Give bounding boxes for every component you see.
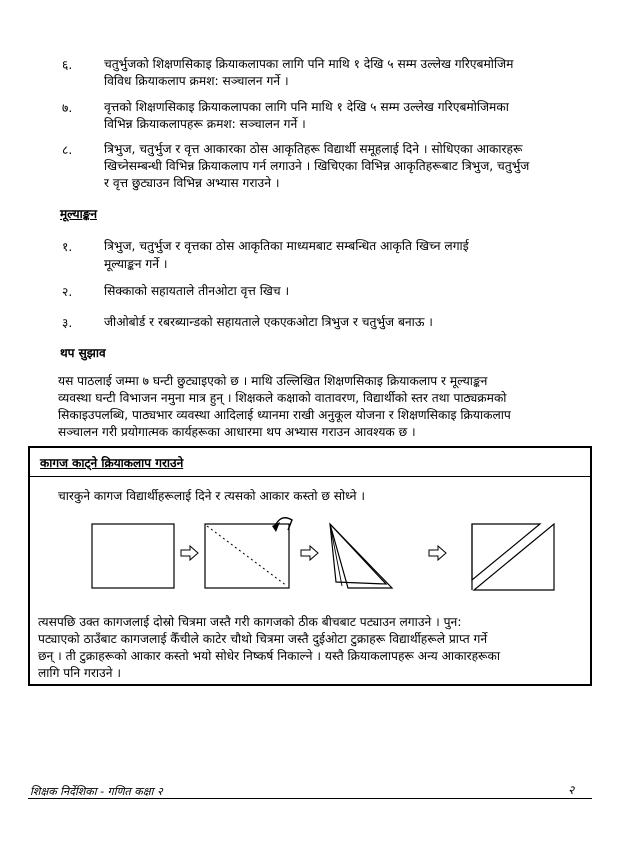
item-number: ८. (62, 143, 73, 157)
item-text-line: त्रिभुज, चतुर्भुज र वृत्त आकारका ठोस आकृतिहरू विद्यार्थी समूहलाई दिने । सोधिएका आकारहरू (104, 142, 523, 156)
activity-body-line: पट्याएको ठाउँबाट कागजलाई कैँचीले काटेर चौथो चित्रमा जस्तै दुईओटा टुक्राहरू विद्यार्थीहरूले प्राप्त गर्ने (38, 632, 488, 646)
outline-arrow-icon (429, 546, 446, 560)
item-text-line: वृत्तको शिक्षणसिकाइ क्रियाकलापका लागि पनि माथि १ देखि ५ सम्म उल्लेख गरिएबमोजिमका (104, 100, 509, 114)
suggestion-line: सञ्चालन गरी प्रयोगात्मक कार्यहरूका आधारमा थप अभ्यास गराउन आवश्यक छ । (58, 425, 416, 439)
page-number: २ (568, 783, 575, 797)
item-text-line: खिच्नेसम्बन्धी विभिन्न क्रियाकलाप गर्न लगाउने । खिचिएका विभिन्न आकृतिहरूबाट त्रिभुज, चतुर्भुज (104, 159, 530, 173)
item-number: २. (62, 285, 73, 299)
item-text-line: मूल्याङ्कन गर्ने । (104, 257, 168, 271)
square-paper-figure (92, 524, 174, 588)
item-number: ३. (62, 316, 73, 330)
suggestion-line: यस पाठलाई जम्मा ७ घन्टी छुट्याइएको छ । माथि उल्लिखित शिक्षणसिकाइ क्रियाकलाप र मूल्याङ्कन (58, 374, 488, 388)
evaluation-heading: मूल्याङ्कन (60, 207, 97, 221)
item-text-line: र वृत्त छुट्याउन विभिन्न अभ्यास गराउने । (104, 176, 280, 190)
suggestion-line: व्यवस्था घन्टी विभाजन नमुना मात्र हुन् । शिक्षकले कक्षाको वातावरण, विद्यार्थीको स्तर तथा पाठ्यक्रमको (58, 391, 507, 405)
item-number: १. (62, 240, 73, 254)
activity-intro: चारकुने कागज विद्यार्थीहरूलाई दिने र त्यसको आकार कस्तो छ सोध्ने । (58, 489, 366, 503)
footer-rule (28, 798, 592, 799)
suggestion-heading: थप सुझाव (60, 346, 106, 360)
folding-paper-figure (205, 518, 292, 588)
box-divider (30, 476, 590, 477)
folded-triangle-figure (330, 524, 392, 588)
item-text-line: सिक्काको सहायताले तीनओटा वृत्त खिच । (104, 284, 290, 298)
item-number: ६. (62, 58, 73, 72)
item-text-line: विभिन्न क्रियाकलापहरू क्रमश: सञ्चालन गर्ने । (104, 117, 306, 131)
activity-box (28, 446, 592, 686)
activity-body-line: लागि पनि गराउने । (38, 666, 121, 680)
outline-arrow-icon (181, 546, 198, 560)
item-text-line: त्रिभुज, चतुर्भुज र वृत्तका ठोस आकृतिका माध्यमबाट सम्बन्धित आकृति खिच्न लगाई (104, 239, 469, 253)
activity-body-line: छन् । ती टुक्राहरूको आकार कस्तो भयो सोधेर निष्कर्ष निकाल्ने । यस्तै क्रियाकलापहरू अन्य आकारहरूका (38, 649, 501, 663)
item-number: ७. (62, 101, 73, 115)
activity-box-title: कागज काट्ने क्रियाकलाप गराउने (40, 456, 184, 470)
suggestion-line: सिकाइउपलब्धि, पाठ्यभार व्यवस्था आदिलाई ध्यानमा राखी अनुकूल योजना र शिक्षणसिकाइ क्रियाकलाप (58, 408, 511, 422)
item-text-line: चतुर्भुजको शिक्षणसिकाइ क्रियाकलापका लागि पनि माथि १ देखि ५ सम्म उल्लेख गरिएबमोजिम (104, 57, 514, 71)
paper-folding-diagram (30, 510, 590, 610)
cut-pieces-figure (472, 524, 554, 590)
outline-arrow-icon (301, 546, 318, 560)
activity-body-line: त्यसपछि उक्त कागजलाई दोस्रो चित्रमा जस्तै गरी कागजको ठीक बीचबाट पट्याउन लगाउने । पुन: (38, 615, 462, 629)
item-text-line: जीओबोर्ड र रबरब्यान्डको सहायताले एकएकओटा त्रिभुज र चतुर्भुज बनाऊ । (104, 315, 433, 329)
footer-title: शिक्षक निर्देशिका - गणित कक्षा २ (30, 785, 163, 798)
item-text-line: विविध क्रियाकलाप क्रमश: सञ्चालन गर्ने । (104, 74, 289, 88)
